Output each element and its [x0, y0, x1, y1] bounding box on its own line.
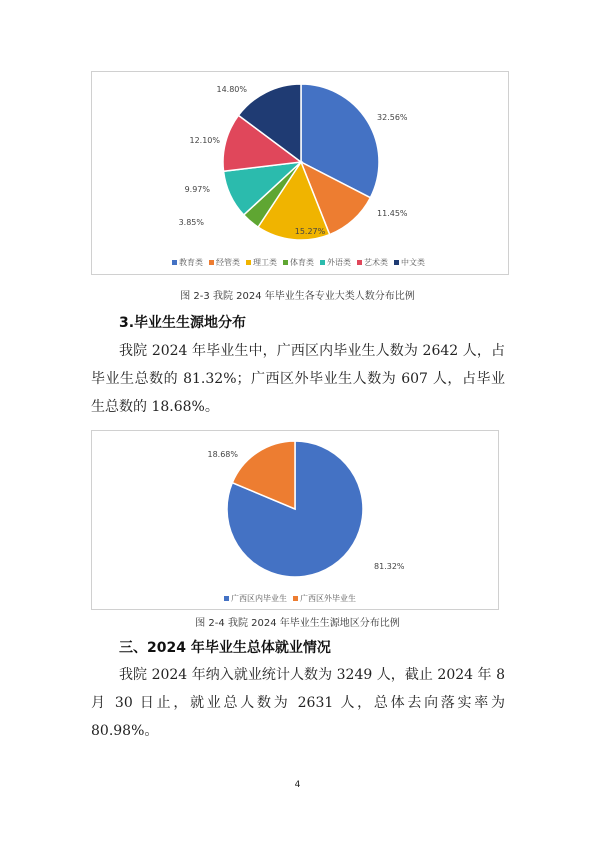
legend-label: 中文类 [401, 258, 425, 267]
data-label: 3.85% [178, 218, 204, 227]
legend-item [283, 257, 314, 268]
data-label: 14.80% [216, 85, 247, 94]
legend-label: 广西区外毕业生 [300, 594, 356, 603]
legend-label: 体育类 [290, 258, 314, 267]
legend-swatch [224, 596, 229, 601]
legend-item [320, 257, 351, 268]
legend-swatch [293, 596, 298, 601]
section-heading-source: 3.毕业生生源地分布 [119, 315, 247, 331]
section-heading-employment: 三、2024 年毕业生总体就业情况 [119, 640, 331, 656]
legend-source [224, 593, 356, 604]
pie-chart-major [92, 72, 508, 274]
chart-source-distribution [91, 430, 499, 610]
legend-swatch [320, 260, 325, 265]
data-label: 32.56% [377, 113, 408, 122]
figure-caption-2-3: 图 2-3 我院 2024 年毕业生各专业大类人数分布比例 [180, 291, 415, 302]
figure-caption-2-4: 图 2-4 我院 2024 年毕业生生源地区分布比例 [195, 618, 400, 629]
chart-major-distribution [91, 71, 509, 275]
legend-label: 教育类 [179, 258, 203, 267]
legend-major [172, 257, 425, 268]
data-label: 81.32% [374, 562, 405, 571]
legend-swatch [283, 260, 288, 265]
legend-swatch [394, 260, 399, 265]
legend-item [394, 257, 425, 268]
legend-item [246, 257, 277, 268]
paragraph-source-distribution: 我院 2024 年毕业生中，广西区内毕业生人数为 2642 人，占毕业生总数的 81.32%；广西区外毕业生人数为 607 人，占毕业生总数的 18.68%。 [91, 343, 505, 415]
pie-chart-source [92, 431, 498, 609]
paragraph-employment: 我院 2024 年纳入就业统计人数为 3249 人，截止 2024 年 8 月 30 日止，就业总人数为 2631 人，总体去向落实率为 80.98%。 [91, 667, 505, 739]
legend-label: 经管类 [216, 258, 240, 267]
data-label: 15.27% [294, 227, 326, 236]
legend-label: 外语类 [327, 258, 351, 267]
legend-item [293, 593, 356, 604]
legend-swatch [246, 260, 251, 265]
data-label: 18.68% [207, 450, 238, 459]
data-label: 9.97% [184, 185, 210, 194]
data-label: 12.10% [189, 136, 220, 145]
legend-item [172, 257, 203, 268]
legend-label: 艺术类 [364, 258, 388, 267]
legend-label: 广西区内毕业生 [231, 594, 287, 603]
legend-item [224, 593, 287, 604]
legend-swatch [172, 260, 177, 265]
data-label: 11.45% [377, 209, 408, 218]
legend-item [357, 257, 388, 268]
legend-label: 理工类 [253, 258, 277, 267]
legend-swatch [209, 260, 214, 265]
legend-item [209, 257, 240, 268]
page-number: 4 [294, 780, 301, 790]
legend-swatch [357, 260, 362, 265]
